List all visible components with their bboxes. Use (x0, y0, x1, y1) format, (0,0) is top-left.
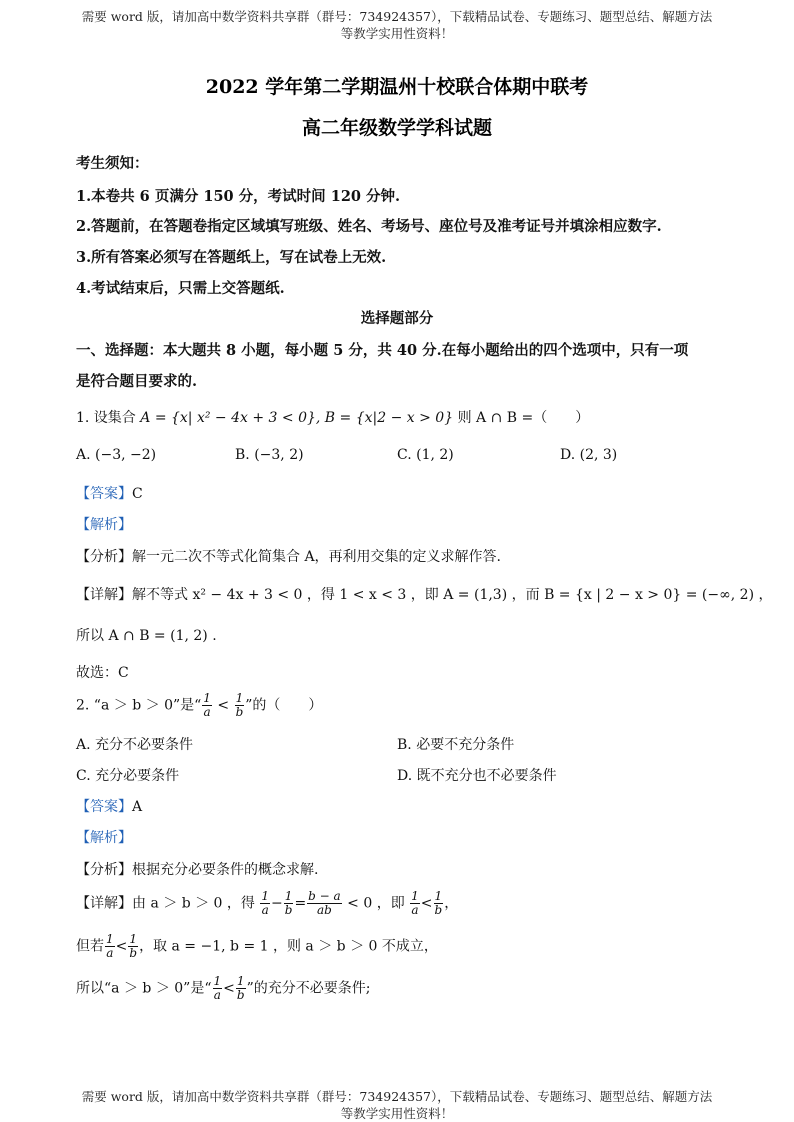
q1-set-b: , B = {x|2 − x > 0} (315, 410, 454, 426)
q2-detail-b: < 0 ，即 (347, 895, 405, 912)
q1-ask: 则 A ∩ B =（ ） (457, 410, 590, 426)
q2-option-d: D. 既不充分也不必要条件 (397, 768, 557, 784)
q2-detail-c: ， (444, 895, 459, 912)
q2-line3-a: 所以“a ＞ b ＞ 0”是“ (76, 980, 212, 997)
q2-answer-value: A (132, 799, 143, 815)
q1-detail (76, 584, 773, 604)
q2-suffix: ”的（ ） (245, 697, 323, 714)
q2-prefix: 2. “a ＞ b ＞ 0”是“ (76, 697, 202, 714)
q1-set-a: A = {x| x² − 4x + 3 < 0} (140, 410, 316, 426)
q1-fenxi (76, 546, 501, 566)
q2-line2-b: ，取 a = −1, b = 1 ，则 a ＞ b ＞ 0 不成立， (139, 938, 438, 955)
q2-answer (76, 796, 142, 816)
exam-title: 2022 学年第二学期温州十校联合体期中联考 (205, 76, 589, 98)
q2-option-a: A. 充分不必要条件 (76, 737, 194, 753)
fraction-1-over-b: $\frac{1}{b}$ (235, 691, 244, 719)
q1-detail-text: 解不等式 x² − 4x + 3 < 0 ，得 1 < x < 3 ，即 A = (1,3) ，而 B = {x | 2 − x > 0} = (−∞, 2) ， (132, 587, 773, 603)
q1-analysis-tag: 【解析】 (76, 517, 132, 533)
q2-option-c: C. 充分必要条件 (76, 768, 180, 784)
exam-subtitle: 高二年级数学学科试题 (301, 117, 492, 139)
q1-stem (76, 407, 589, 427)
page-header (0, 8, 794, 42)
fraction-b-minus-a-over-ab: $\frac{b - a}{ab}$ (308, 889, 341, 917)
q2-analysis-tag: 【解析】 (76, 830, 132, 846)
header-line-1: 需要 word 版，请加高中数学资料共享群（群号：734924357），下载精品试卷、专题练习、题型总结、解题方法 (81, 9, 713, 24)
q2-line2-a: 但若 (76, 938, 104, 955)
q2-detail: 【详解】由 a ＞ b ＞ 0 ，得 $\frac{1}{a}$ − $\frac{1}{b}$ = $\frac{b - a}{ab}$ < 0 ，即 $\frac{1}{a}$ < $\frac{1}{b}$ ， (76, 889, 459, 917)
q1-option-b: B. (−3, 2) (235, 447, 304, 463)
q2-fenxi-text: 根据充分必要条件的概念求解. (132, 862, 319, 878)
fenxi-tag: 【分析】 (76, 862, 132, 878)
answer-tag: 【答案】 (76, 799, 132, 815)
page-footer (0, 1088, 794, 1122)
fenxi-tag: 【分析】 (76, 549, 132, 565)
fraction-1-over-a: $\frac{1}{a}$ (106, 932, 114, 960)
footer-line-2: 等教学实用性资料！ (340, 1106, 454, 1121)
q1-choice: 故选：C (76, 665, 129, 681)
notice-item-3: 3.所有答案必须写在答题纸上，写在试卷上无效. (76, 249, 387, 266)
q2-fenxi (76, 859, 318, 879)
fraction-1-over-a: $\frac{1}{a}$ (213, 974, 222, 1002)
fraction-1-over-a: $\frac{1}{a}$ (411, 889, 419, 917)
q1-conclusion: 所以 A ∩ B = (1, 2) . (76, 628, 217, 644)
q1-fenxi-text: 解一元二次不等式化简集合 A，再利用交集的定义求解作答. (132, 549, 502, 565)
notice-item-2: 2.答题前，在答题卷指定区域填写班级、姓名、考场号、座位号及准考证号并填涂相应数字. (76, 218, 662, 235)
q1-option-a: A. (−3, −2) (76, 447, 157, 463)
q2-stem: 2. “a ＞ b ＞ 0”是“ $\frac{1}{a}$ < $\frac{1}{b}$ ”的（ ） (76, 691, 323, 719)
answer-tag: 【答案】 (76, 486, 132, 502)
fraction-1-over-a: $\frac{1}{a}$ (261, 889, 270, 917)
footer-line-1: 需要 word 版，请加高中数学资料共享群（群号：734924357），下载精品试卷、专题练习、题型总结、解题方法 (81, 1089, 713, 1104)
detail-tag: 【详解】 (76, 895, 132, 912)
q2-detail-a: 由 a ＞ b ＞ 0 ，得 (132, 895, 255, 912)
header-line-2: 等教学实用性资料！ (340, 26, 454, 41)
q2-conclusion: 所以“a ＞ b ＞ 0”是“ $\frac{1}{a}$ < $\frac{1}{b}$ ”的充分不必要条件; (76, 974, 371, 1002)
section-intro-1: 一、选择题：本大题共 8 小题，每小题 5 分，共 40 分.在每小题给出的四个选项中，只有一项 (76, 342, 689, 359)
detail-tag: 【详解】 (76, 587, 132, 603)
q2-option-b: B. 必要不充分条件 (397, 737, 515, 753)
notice-item-1: 1.本卷共 6 页满分 150 分，考试时间 120 分钟. (76, 188, 401, 205)
q1-answer-value: C (132, 486, 143, 502)
section-intro-2: 是符合题目要求的. (76, 373, 198, 390)
q1-prefix: 1. 设集合 (76, 410, 136, 426)
q2-line3-b: ”的充分不必要条件; (246, 980, 371, 997)
q2-counterexample: 但若 $\frac{1}{a}$ < $\frac{1}{b}$ ，取 a = −1, b = 1 ，则 a ＞ b ＞ 0 不成立， (76, 932, 438, 960)
fraction-1-over-b: $\frac{1}{b}$ (129, 932, 138, 960)
section-title: 选择题部分 (360, 310, 434, 327)
fraction-1-over-b: $\frac{1}{b}$ (434, 889, 443, 917)
fraction-1-over-a: $\frac{1}{a}$ (203, 691, 211, 719)
q1-option-c: C. (1, 2) (397, 447, 454, 463)
notice-item-4: 4.考试结束后，只需上交答题纸. (76, 280, 285, 297)
q1-option-d: D. (2, 3) (560, 447, 618, 463)
notice-heading: 考生须知： (76, 155, 149, 172)
q1-answer (76, 483, 143, 503)
fraction-1-over-b: $\frac{1}{b}$ (284, 889, 293, 917)
fraction-1-over-b: $\frac{1}{b}$ (236, 974, 245, 1002)
